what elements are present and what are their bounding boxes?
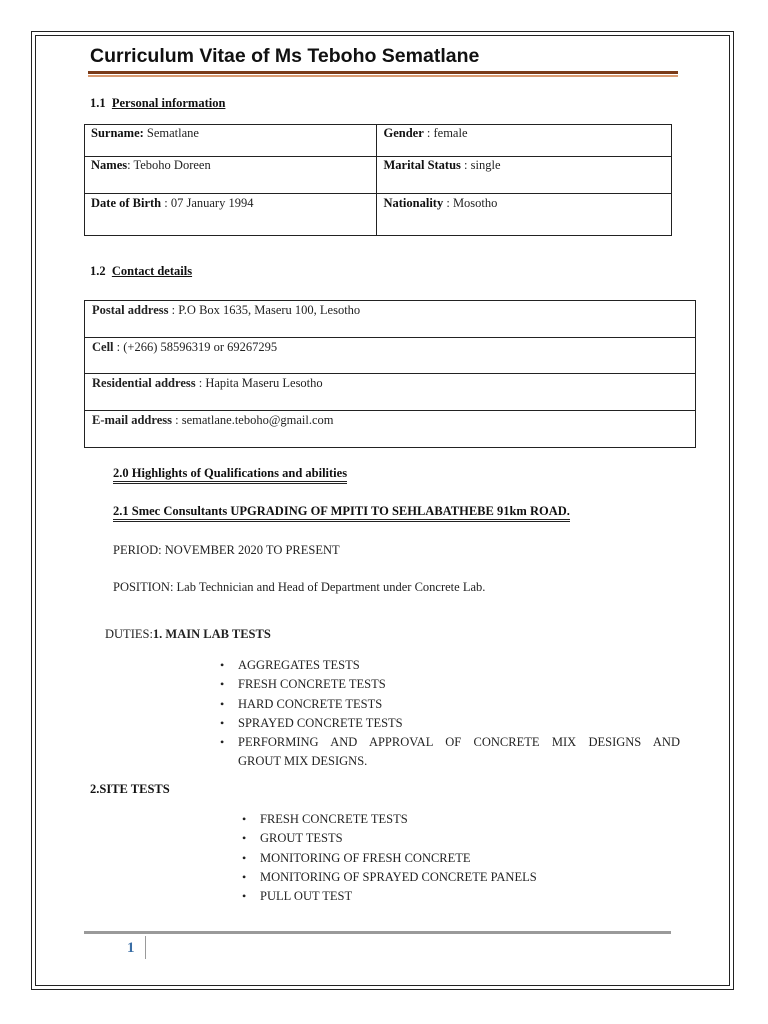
list-item: • FRESH CONCRETE TESTS xyxy=(240,810,680,829)
list-item: • GROUT TESTS xyxy=(240,829,680,848)
list-item: • HARD CONCRETE TESTS xyxy=(218,695,680,714)
table-row xyxy=(85,157,672,194)
list-item: • FRESH CONCRETE TESTS xyxy=(218,675,680,694)
list-item: • MONITORING OF FRESH CONCRETE xyxy=(240,849,680,868)
position-text: POSITION: Lab Technician and Head of Department under Concrete Lab. xyxy=(113,580,486,594)
marital-status-cell: Marital Status : single xyxy=(377,157,672,194)
title-rule-accent xyxy=(88,75,678,77)
title-rule xyxy=(88,71,678,74)
list-item-line: PERFORMING AND APPROVAL OF CONCRETE MIX DESIGNS AND xyxy=(238,735,680,750)
footer-rule xyxy=(84,931,671,934)
surname-cell: Surname: Sematlane xyxy=(85,125,377,157)
table-row xyxy=(85,125,672,157)
nationality-cell: Nationality : Mosotho xyxy=(377,194,672,236)
dob-cell: Date of Birth : 07 January 1994 xyxy=(85,194,377,236)
list-item-continuation: GROUT MIX DESIGNS. xyxy=(238,754,368,769)
personal-info-table xyxy=(84,124,672,236)
page-number-divider xyxy=(145,936,146,959)
site-tests-list xyxy=(240,810,680,906)
list-item: • PULL OUT TEST xyxy=(240,887,680,906)
personal-info-heading: 1.1 Personal information xyxy=(90,96,226,110)
list-item: • SPRAYED CONCRETE TESTS xyxy=(218,714,680,733)
list-item: • AGGREGATES TESTS xyxy=(218,656,680,675)
table-row xyxy=(85,194,672,236)
job-heading: 2.1 Smec Consultants UPGRADING OF MPITI TO SEHLABATHEBE 91km ROAD. xyxy=(113,505,570,522)
names-cell: Names: Teboho Doreen xyxy=(85,157,377,194)
main-lab-tests-list xyxy=(218,656,680,772)
duties-heading: DUTIES:1. MAIN LAB TESTS xyxy=(105,627,271,641)
page-number: 1 xyxy=(127,940,135,956)
page-title: Curriculum Vitae of Ms Teboho Sematlane xyxy=(90,45,480,67)
postal-address-row: Postal address : P.O Box 1635, Maseru 100, Lesotho xyxy=(84,300,696,338)
contact-details-heading: 1.2 Contact details xyxy=(90,264,193,278)
gender-cell: Gender : female xyxy=(377,125,672,157)
cell-row: Cell : (+266) 58596319 or 69267295 xyxy=(84,337,696,374)
period-text: PERIOD: NOVEMBER 2020 TO PRESENT xyxy=(113,543,340,557)
site-tests-heading: 2.SITE TESTS xyxy=(90,782,170,796)
email-address-row: E-mail address : sematlane.teboho@gmail.com xyxy=(84,410,696,448)
list-item xyxy=(218,733,680,752)
residential-address-row: Residential address : Hapita Maseru Lesotho xyxy=(84,373,696,411)
list-item: • MONITORING OF SPRAYED CONCRETE PANELS xyxy=(240,868,680,887)
highlights-heading: 2.0 Highlights of Qualifications and abilities xyxy=(113,467,347,484)
